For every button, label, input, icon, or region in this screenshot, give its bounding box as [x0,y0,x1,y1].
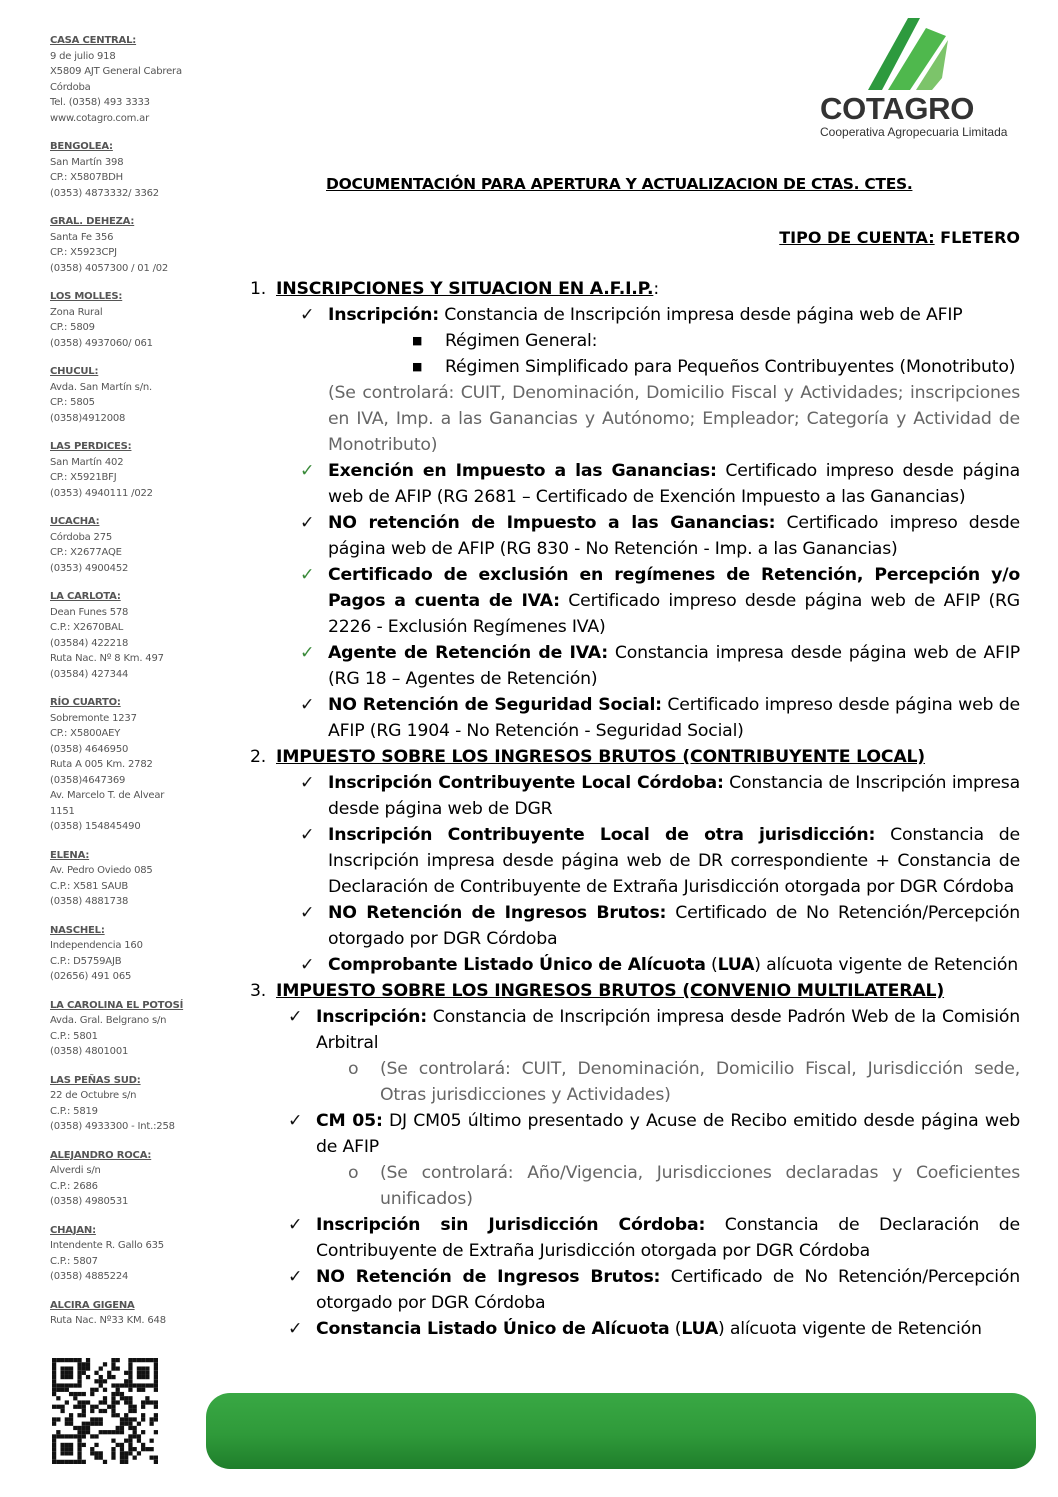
section-afip [250,276,1020,302]
section-title: IMPUESTO SOBRE LOS INGRESOS BRUTOS (CONVENIO MULTILATERAL) [276,981,945,1001]
logo-triangle-icon [818,18,1008,93]
branch-block [50,514,200,576]
list-item [250,640,1020,692]
item-label: Inscripción: [328,305,439,325]
branch-detail: 9 de julio 918 [50,50,116,62]
list-item [250,1264,1020,1316]
branch-block [50,364,200,426]
branch-detail: C.P.: D5759AJB [50,955,122,967]
sub-item [250,328,1020,354]
branch-name: RÍO CUARTO: [50,697,121,708]
branch-detail: C.P.: 5819 [50,1105,98,1117]
circle-bullet-icon: o [348,1059,359,1079]
item-label: Constancia Listado Único de Alícuota [316,1319,670,1339]
item-text: Certificado impreso desde página web de AFIP (RG 2226 - Exclusión Regímenes IVA) [328,591,1020,637]
branch-detail: (0358) 4980531 [50,1196,129,1207]
branch-detail: CP.: X5923CPJ [50,247,117,258]
check-icon: ✓ [300,695,315,715]
control-note [250,1056,1020,1108]
section-number: 1. [250,279,267,299]
branch-name: ALCIRA GIGENA [50,1299,135,1311]
list-item [250,1212,1020,1264]
check-icon: ✓ [288,1111,303,1131]
item-text: Certificado impreso desde página web de AFIP (RG 830 - No Retención - Imp. a las Ganancias) [328,513,1020,559]
section-iibb-convenio [250,978,1020,1004]
branch-block [50,139,200,201]
branch-detail: CP.: X5807BDH [50,172,123,183]
branch-detail: Tel. (0358) 493 3333 [50,97,150,108]
item-text: Constancia de Inscripción impresa desde página web de AFIP [438,305,963,325]
branch-detail: Dean Funes 578 [50,606,129,618]
check-icon: ✓ [300,565,315,585]
branch-detail: CP.: 5809 [50,322,95,333]
control-note-text: (Se controlará: Año/Vigencia, Jurisdicciones declaradas y Coeficientes unificados) [380,1163,1020,1209]
item-label: Agente de Retención de IVA: [328,643,608,663]
branch-detail: Santa Fe 356 [50,231,114,243]
branch-detail: (0358) 154845490 [50,821,141,832]
branch-detail: CP.: X5921BFJ [50,472,117,483]
item-label: NO Retención de Seguridad Social: [328,695,662,715]
account-type-value: FLETERO [934,228,1020,247]
item-label-lua: LUA [717,955,755,975]
list-item [250,1004,1020,1056]
circle-bullet-icon: o [348,1163,359,1183]
branch-detail: C.P.: X581 SAUB [50,880,129,892]
list-item [250,510,1020,562]
branch-name: LA CAROLINA EL POTOSÍ [50,999,184,1011]
check-icon: ✓ [288,1319,303,1339]
item-label: NO retención de Impuesto a las Ganancias: [328,513,776,533]
branch-detail: Ruta Nac. Nº 8 Km. 497 [50,653,164,664]
branch-detail: 1151 [50,805,75,817]
qr-code [52,1358,160,1464]
branch-detail: CP.: 5805 [50,397,95,408]
branch-detail: C.P.: 5807 [50,1255,98,1267]
branch-detail: 22 de Octubre s/n [50,1090,137,1101]
branch-detail: Avda. San Martín s/n. [50,381,152,393]
branch-detail: Ruta Nac. Nº33 KM. 648 [50,1315,166,1326]
item-label: Inscripción Contribuyente Local de otra jurisdicción: [328,825,876,845]
branch-name: CASA CENTRAL: [50,35,137,46]
section-title-suffix: : [653,279,659,299]
control-note: (Se controlará: CUIT, Denominación, Domicilio Fiscal y Actividades; inscripciones en IVA, Imp. a las Ganancias y Autónomo; Empleador; Categoría y Actividad de Monotributo) [328,383,1020,455]
branch-detail: San Martín 402 [50,456,124,468]
branch-name: GRAL. DEHEZA: [50,216,135,227]
branch-name: LAS PEÑAS SUD: [50,1074,141,1086]
item-text: DJ CM05 último presentado y Acuse de Recibo emitido desde página web de AFIP [316,1111,1020,1157]
branch-detail: C.P.: 5801 [50,1030,98,1042]
branch-detail: CP.: X5800AEY [50,728,121,739]
branch-name: LOS MOLLES: [50,291,123,302]
logo-name: COTAGRO [820,91,975,126]
branch-block [50,1298,200,1329]
sub-item-text: Régimen Simplificado para Pequeños Contribuyentes (Monotributo) [445,357,1016,377]
list-item [250,1316,1020,1342]
document-title: DOCUMENTACIÓN PARA APERTURA Y ACTUALIZACION DE CTAS. CTES. [326,175,913,193]
branch-block [50,1148,200,1210]
branch-block [50,848,200,910]
branch-detail: Av. Pedro Oviedo 085 [50,865,153,876]
branch-name: NASCHEL: [50,924,105,936]
list-item [250,692,1020,744]
branch-detail: (03584) 422218 [50,637,129,649]
branch-detail: (0358) 4885224 [50,1271,129,1282]
branch-detail: Intendente R. Gallo 635 [50,1240,164,1251]
item-text: Constancia de Inscripción impresa desde página web de DR correspondiente + Constancia de Declaración de Contribuyente de Extraña Jurisdicción otorgada por DGR Córdoba [328,825,1020,897]
branch-detail: (0358) 4933300 - Int.:258 [50,1121,175,1132]
check-icon: ✓ [300,955,315,975]
branch-detail: (0358)4647369 [50,774,126,786]
branch-detail: Córdoba [50,81,91,93]
item-label: Inscripción sin Jurisdicción Córdoba: [316,1215,706,1235]
item-text: ( [705,955,718,975]
check-icon: ✓ [300,903,315,923]
branch-block [50,998,200,1060]
section-number: 2. [250,747,267,767]
branch-detail: Ruta A 005 Km. 2782 [50,759,153,770]
branch-block [50,589,200,682]
section-number: 3. [250,981,267,1001]
branch-detail: Córdoba 275 [50,531,113,543]
sub-item [250,354,1020,380]
branch-name: UCACHA: [50,516,100,527]
item-text: Certificado de No Retención/Percepción otorgado por DGR Córdoba [316,1267,1021,1313]
branch-detail: Avda. Gral. Belgrano s/n [50,1015,167,1026]
branch-block [50,1073,200,1135]
list-item [250,900,1020,952]
branch-detail: C.P.: X2670BAL [50,622,124,633]
branch-detail: Independencia 160 [50,940,143,951]
list-item [250,1108,1020,1160]
branch-detail: (0353) 4940111 /022 [50,487,153,499]
branch-detail: C.P.: 2686 [50,1180,98,1192]
branch-detail: Av. Marcelo T. de Alvear [50,790,165,801]
item-label: Inscripción Contribuyente Local Córdoba: [328,773,724,793]
branches-sidebar [50,33,200,1342]
branch-detail: X5809 AJT General Cabrera [50,66,182,77]
branch-detail: CP.: X2677AQE [50,547,122,558]
branch-name: LA CARLOTA: [50,591,121,602]
branch-block [50,695,200,835]
item-text: ) alícuota vigente de Retención [718,1319,982,1339]
check-icon: ✓ [300,773,315,793]
item-label: NO Retención de Ingresos Brutos: [328,903,667,923]
item-text: Constancia de Inscripción impresa desde página web de DGR [328,773,1020,819]
item-label: NO Retención de Ingresos Brutos: [316,1267,661,1287]
branch-name: ALEJANDRO ROCA: [50,1149,152,1161]
check-icon: ✓ [288,1267,303,1287]
branch-detail: (0358) 4057300 / 01 /02 [50,262,169,274]
branch-name: CHUCUL: [50,366,99,377]
item-label: Comprobante Listado Único de Alícuota [328,955,706,975]
section-iibb-local [250,744,1020,770]
check-icon: ✓ [288,1007,303,1027]
check-icon: ✓ [300,643,315,663]
check-icon: ✓ [300,513,315,533]
list-item [250,562,1020,640]
branch-block [50,214,200,276]
sub-item-text: Régimen General: [445,331,598,351]
branch-detail: (0358)4912008 [50,412,126,424]
branch-detail: Zona Rural [50,306,103,318]
branch-block [50,1223,200,1285]
branch-detail: (0358) 4937060/ 061 [50,337,153,349]
footer-green-bar [206,1393,1036,1469]
item-text: Certificado impreso desde página web de AFIP (RG 2681 – Certificado de Exención Impuesto a las Ganancias) [328,461,1020,507]
item-label-lua: LUA [681,1319,718,1339]
control-note [250,1160,1020,1212]
item-label: Certificado de exclusión en regímenes de Retención, Percepción y/o Pagos a cuenta de IVA: [328,565,1020,611]
section-title: IMPUESTO SOBRE LOS INGRESOS BRUTOS (CONTRIBUYENTE LOCAL) [276,747,926,767]
item-text: Constancia impresa desde página web de AFIP (RG 18 – Agentes de Retención) [328,643,1020,689]
branch-detail: (0358) 4646950 [50,743,129,755]
branch-name: CHAJAN: [50,1224,96,1236]
item-text: ( [669,1319,682,1339]
branch-block [50,289,200,351]
branch-block [50,923,200,985]
branch-name: LAS PERDICES: [50,441,132,452]
branch-detail: www.cotagro.com.ar [50,112,149,124]
check-icon: ✓ [300,461,315,481]
branch-detail: Alverdi s/n [50,1165,101,1176]
branch-block [50,33,200,126]
branch-detail: (0353) 4873332/ 3362 [50,187,159,199]
cotagro-logo [818,18,1008,139]
logo-subtitle: Cooperativa Agropecuaria Limitada [820,125,1008,139]
branch-detail: (0353) 4900452 [50,562,129,574]
item-text: Certificado impreso desde página web de AFIP (RG 1904 - No Retención - Seguridad Social) [328,695,1020,741]
item-label: CM 05: [316,1111,383,1131]
list-item [250,770,1020,822]
list-item [250,952,1020,978]
list-item [250,822,1020,900]
item-text: Constancia de Declaración de Contribuyente de Extraña Jurisdicción otorgada por DGR Córdoba [316,1215,1020,1261]
branch-detail: (0358) 4801001 [50,1046,129,1057]
check-icon: ✓ [300,305,315,325]
square-bullet-icon: ■ [412,334,423,347]
control-note-text: (Se controlará: CUIT, Denominación, Domicilio Fiscal, Jurisdicción sede, Otras jurisdicciones y Actividades) [380,1059,1020,1105]
section-title: INSCRIPCIONES Y SITUACION EN A.F.I.P. [276,279,654,299]
branch-detail: Sobremonte 1237 [50,712,137,724]
branch-block [50,439,200,501]
list-item [250,458,1020,510]
item-text: ) alícuota vigente de Retención [754,955,1018,975]
branch-name: ELENA: [50,849,90,861]
item-label: Inscripción: [316,1007,427,1027]
branch-detail: (0358) 4881738 [50,896,129,907]
branch-detail: San Martín 398 [50,156,124,168]
check-icon: ✓ [288,1215,303,1235]
item-text: Constancia de Inscripción impresa desde Padrón Web de la Comisión Arbitral [316,1007,1020,1053]
check-icon: ✓ [300,825,315,845]
list-item [250,302,1020,328]
branch-detail: (02656) 491 065 [50,971,132,982]
item-text: Certificado de No Retención/Percepción otorgado por DGR Córdoba [328,903,1021,949]
square-bullet-icon: ■ [412,360,423,373]
branch-detail: (03584) 427344 [50,668,129,680]
account-type-label: TIPO DE CUENTA: [779,228,935,247]
account-type [779,228,1020,247]
branch-name: BENGOLEA: [50,141,113,152]
item-label: Exención en Impuesto a las Ganancias: [328,461,717,481]
document-body [250,276,1020,1342]
